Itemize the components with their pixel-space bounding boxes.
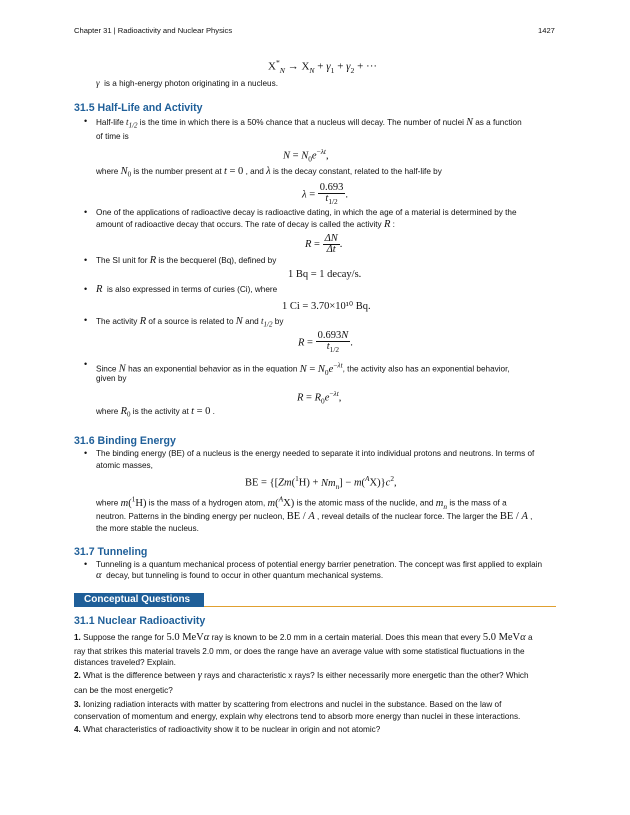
- halflife-bullet-1-line2: of time is: [96, 132, 129, 141]
- bullet: •: [84, 448, 88, 458]
- equation-lambda: λ = $\frac{0.693}{t_{1/2}}$ .: [302, 182, 348, 207]
- equation-binding-energy: BE = $\{[Zm(^1H) + Nm_n] - m(^AX)\}c^2$,: [245, 474, 397, 491]
- question-4: 4. What characteristics of radioactivity show it to be nuclear in origin and not atomic?: [74, 725, 381, 734]
- tunneling-line-2: α decay, but tunneling is found to occur in other quantum mechanical systems.: [96, 570, 384, 581]
- question-3: 3. Ionizing radiation interacts with matter by scattering from electrons and nuclei in the substance. Based on the law of: [74, 700, 502, 709]
- equation-R-exponential: $R = R_0e^{-\lambda t}$,: [297, 389, 342, 406]
- bullet: •: [84, 284, 88, 294]
- question-1: 1. Suppose the range for 5.0 MeVα ray is known to be 2.0 mm in a certain material. Does this mean that every 5.0 MeVα a: [74, 632, 533, 643]
- binding-line-4: the more stable the nucleus.: [96, 524, 199, 533]
- chapter-header: Chapter 31 | Radioactivity and Nuclear Physics: [74, 26, 233, 35]
- bullet: •: [84, 116, 88, 126]
- binding-line-2: atomic masses,: [96, 461, 153, 470]
- where-R0: where $R_0$ is the activity at t = 0 .: [96, 406, 215, 419]
- conceptual-questions-banner: Conceptual Questions: [74, 593, 204, 607]
- where-N0: where $N_0$ is the number present at t = 0 , and λ is the decay constant, related to the half-life by: [96, 166, 442, 179]
- halflife-bullet-5: The activity R of a source is related to N and $t_{1/2}$ by: [96, 316, 284, 329]
- question-2-line-2: can be the most energetic?: [74, 686, 173, 695]
- bullet: •: [84, 255, 88, 265]
- bullet: •: [84, 559, 88, 569]
- equation-curie: 1 Ci = 3.70×10¹⁰ Bq.: [282, 301, 371, 312]
- binding-where: where m($^1$H) is the mass of a hydrogen atom, m($^A$X) is the atomic mass of the nuclide, and $m_n$ is the mass of a: [96, 494, 507, 511]
- section-heading-31-1: 31.1 Nuclear Radioactivity: [74, 615, 206, 627]
- gamma-note: γ is a high-energy photon originating in a nucleus.: [96, 78, 278, 88]
- halflife-bullet-2-line2: amount of radioactive decay that occurs. The rate of decay is called the activity R :: [96, 219, 395, 230]
- bullet: •: [84, 359, 88, 369]
- banner-rule: [204, 606, 556, 607]
- binding-line-1: The binding energy (BE) of a nucleus is the energy needed to separate it into individual protons and neutrons. In terms of: [96, 449, 535, 458]
- equation-R-activity: R = $\frac{\Delta N}{\Delta t}$ .: [305, 233, 343, 255]
- page-number: 1427: [538, 26, 555, 35]
- question-1-line-3: distances traveled? Explain.: [74, 658, 176, 667]
- halflife-bullet-4: R is also expressed in terms of curies (Ci), where: [96, 284, 278, 295]
- halflife-bullet-6-line2: given by: [96, 374, 127, 383]
- tunneling-line-1: Tunneling is a quantum mechanical process of potential energy barrier penetration. The concept was first applied to explain: [96, 560, 543, 569]
- section-heading-31-6: 31.6 Binding Energy: [74, 435, 176, 447]
- question-1-line-2: ray that strikes this material travels 2.0 mm, or does the range have an average value with some statistical fluctuations in the: [74, 647, 525, 656]
- equation-becquerel: 1 Bq = 1 decay/s.: [288, 269, 362, 280]
- decay-equation: $X^*_N \to X_N + \gamma_1 + \gamma_2$ + ···: [268, 58, 378, 75]
- halflife-bullet-2: One of the applications of radioactive decay is radioactive dating, in which the age of a material is determined by the: [96, 208, 517, 217]
- question-3-line-2: conservation of momentum and energy, explain why electrons tend to absorb more energy than nuclei in these interactions.: [74, 712, 521, 721]
- halflife-bullet-3: The SI unit for R is the becquerel (Bq), defined by: [96, 255, 277, 266]
- section-heading-31-7: 31.7 Tunneling: [74, 546, 148, 558]
- section-heading-31-5: 31.5 Half-Life and Activity: [74, 102, 203, 114]
- bullet: •: [84, 315, 88, 325]
- binding-line-3: neutron. Patterns in the binding energy per nucleon, BE / A , reveal details of the nuclear force. The larger the BE / A ,: [96, 511, 533, 522]
- equation-N: $N = N_0e^{-\lambda t}$,: [283, 147, 329, 164]
- question-2: 2. What is the difference between γ rays and characteristic x rays? Is either necessarily more energetic than the other? Which: [74, 670, 529, 681]
- bullet: •: [84, 207, 88, 217]
- equation-R-halflife: R = $\frac{0.693N}{t_{1/2}}$ .: [298, 330, 353, 355]
- halflife-bullet-1: Half-life $t_{1/2}$ is the time in which there is a 50% chance that a nucleus will decay. The number of nuclei N as a function: [96, 117, 522, 130]
- halflife-bullet-6: Since N has an exponential behavior as in the equation $N = N_0e^{-\lambda t}$, the activity also has an exponential behavior,: [96, 360, 510, 377]
